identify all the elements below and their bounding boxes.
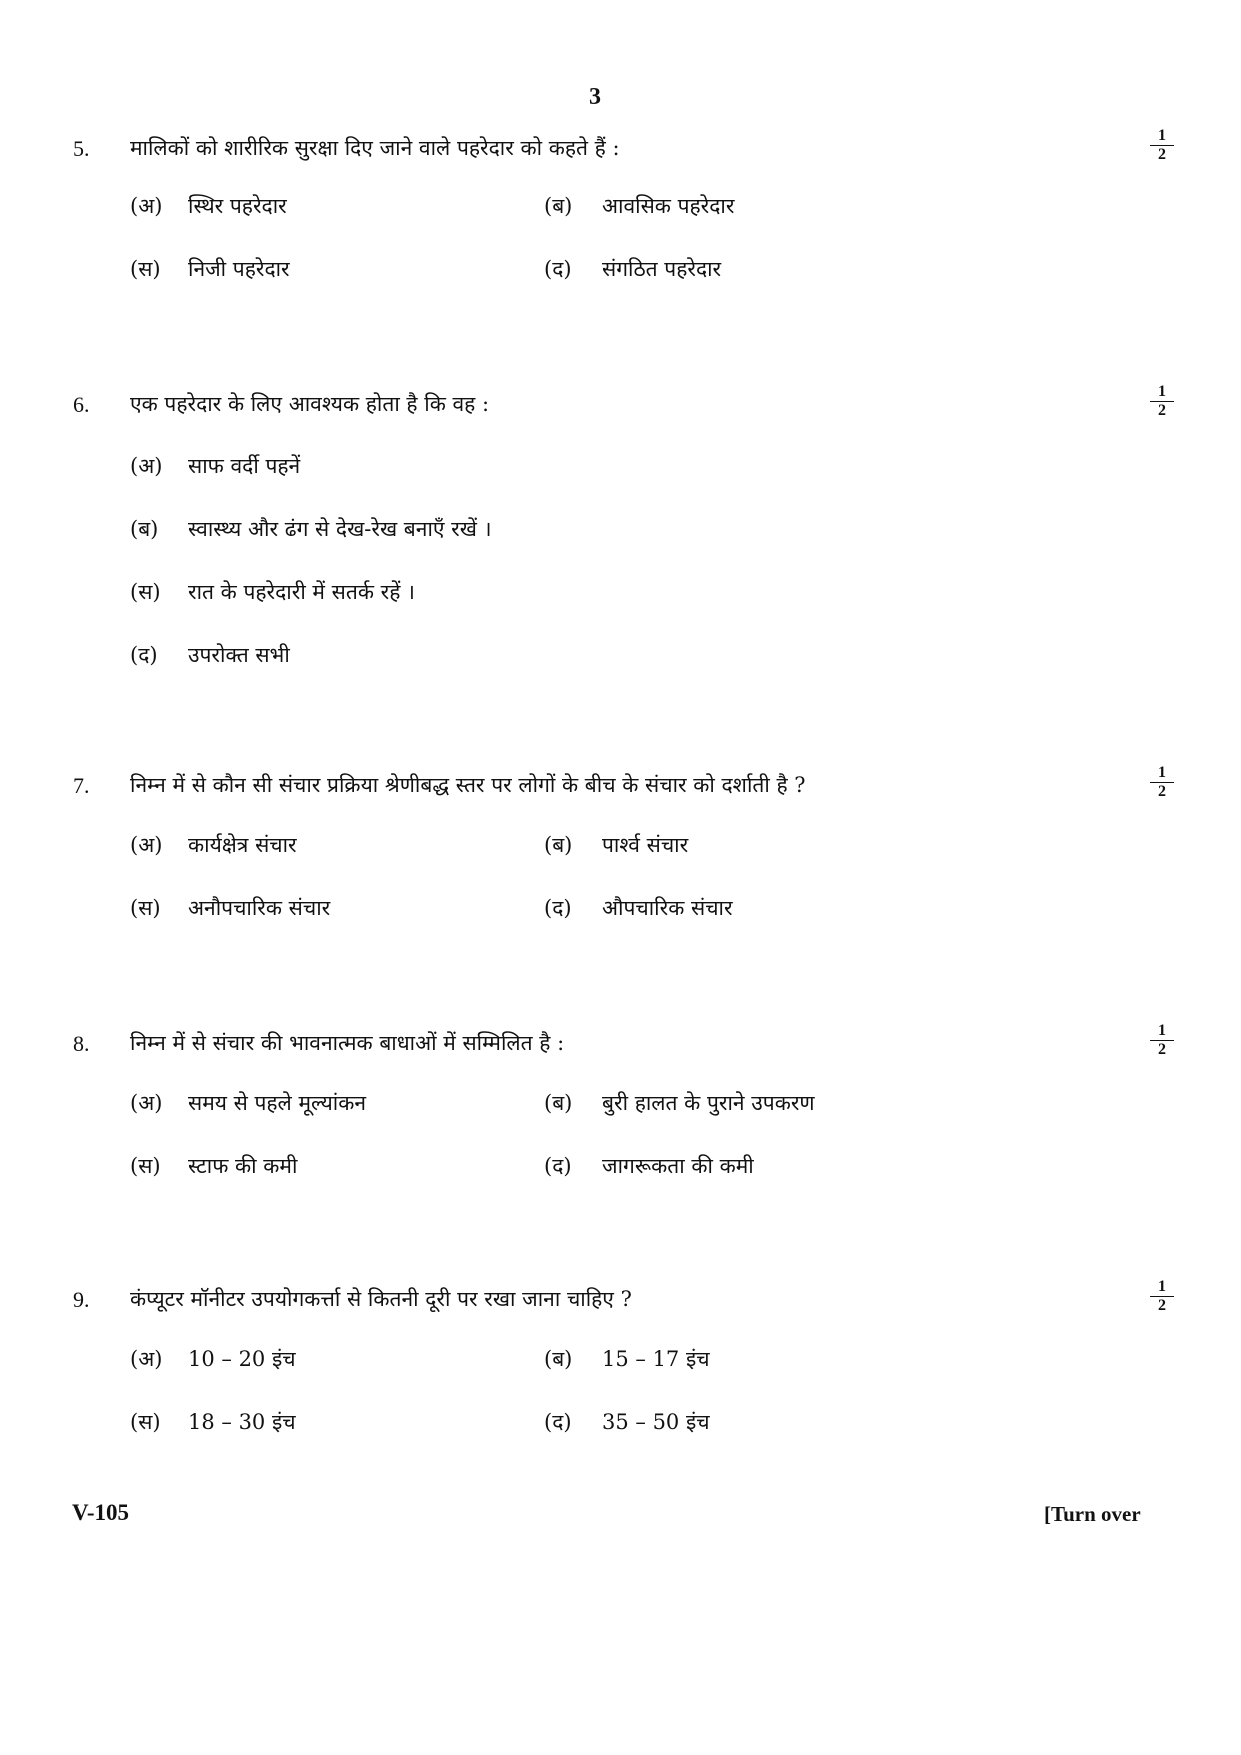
option-marker: (द) (544, 896, 572, 920)
option-marker: (स) (130, 1154, 161, 1178)
option-marker: (अ) (130, 833, 163, 857)
option-text: आवसिक पहरेदार (602, 194, 735, 218)
option-text: स्थिर पहरेदार (188, 194, 287, 218)
question-header (0, 764, 1241, 805)
marks-fraction (1150, 128, 1174, 163)
option-marker: (अ) (130, 454, 163, 478)
option-marker: (ब) (544, 1347, 573, 1371)
question-header (0, 383, 1241, 424)
marks-fraction (1150, 1279, 1174, 1314)
marks-denominator: 2 (1158, 1041, 1166, 1058)
marks-denominator: 2 (1158, 402, 1166, 419)
question-text: कंप्यूटर मॉनीटर उपयोगकर्त्ता से कितनी दूरी पर रखा जाना चाहिए ? (130, 1287, 632, 1311)
marks-fraction (1150, 384, 1174, 419)
option-text: उपरोक्त सभी (188, 643, 290, 667)
option-marker: (ब) (544, 1091, 573, 1115)
option-text: निजी पहरेदार (188, 257, 290, 281)
marks-fraction (1150, 1023, 1174, 1058)
option-marker: (द) (544, 1154, 572, 1178)
option-marker: (अ) (130, 1347, 163, 1371)
marks-numerator: 1 (1150, 765, 1174, 783)
option-text: 35 – 50 इंच (602, 1410, 710, 1434)
option-marker: (स) (130, 257, 161, 281)
marks-denominator: 2 (1158, 146, 1166, 163)
option-text: 18 – 30 इंच (188, 1410, 296, 1434)
option-text: स्टाफ की कमी (188, 1154, 298, 1178)
question-text: निम्न में से कौन सी संचार प्रक्रिया श्रेणीबद्ध स्तर पर लोगों के बीच के संचार को दर्शाती है ? (130, 773, 806, 797)
option-text: कार्यक्षेत्र संचार (188, 833, 297, 857)
question-number: 9. (73, 1287, 90, 1312)
question-header (0, 1278, 1241, 1319)
question-text: एक पहरेदार के लिए आवश्यक होता है कि वह : (130, 392, 490, 416)
marks-numerator: 1 (1150, 128, 1174, 146)
question-number: 6. (73, 392, 90, 417)
marks-numerator: 1 (1150, 1279, 1174, 1297)
option-marker: (अ) (130, 194, 163, 218)
option-text: 15 – 17 इंच (602, 1347, 710, 1371)
option-marker: (द) (544, 1410, 572, 1434)
marks-denominator: 2 (1158, 783, 1166, 800)
turn-over-note: [Turn over (1044, 1502, 1141, 1526)
marks-denominator: 2 (1158, 1297, 1166, 1314)
option-marker: (स) (130, 1410, 161, 1434)
question-text: मालिकों को शारीरिक सुरक्षा दिए जाने वाले पहरेदार को कहते हैं : (130, 136, 620, 160)
option-text: 10 – 20 इंच (188, 1347, 296, 1371)
option-text: पार्श्व संचार (602, 833, 689, 857)
option-text: जागरूकता की कमी (602, 1154, 754, 1178)
option-text: बुरी हालत के पुराने उपकरण (602, 1091, 815, 1115)
marks-fraction (1150, 765, 1174, 800)
option-marker: (ब) (544, 833, 573, 857)
option-text: साफ वर्दी पहनें (188, 454, 301, 478)
option-text: संगठित पहरेदार (602, 257, 722, 281)
option-marker: (द) (130, 643, 158, 667)
option-marker: (स) (130, 580, 161, 604)
question-text: निम्न में से संचार की भावनात्मक बाधाओं में सम्मिलित है : (130, 1031, 565, 1055)
question-header (0, 127, 1241, 168)
question-number: 5. (73, 136, 90, 161)
question-header (0, 1022, 1241, 1063)
page-number: 3 (589, 84, 601, 110)
option-text: समय से पहले मूल्यांकन (188, 1091, 367, 1115)
option-text: अनौपचारिक संचार (188, 896, 331, 920)
option-marker: (अ) (130, 1091, 163, 1115)
paper-code: V-105 (72, 1500, 130, 1525)
option-text: स्वास्थ्य और ढंग से देख-रेख बनाएँ रखें । (188, 517, 492, 541)
option-marker: (द) (544, 257, 572, 281)
question-number: 8. (73, 1031, 90, 1056)
option-text: रात के पहरेदारी में सतर्क रहें । (188, 580, 416, 604)
option-text: औपचारिक संचार (602, 896, 733, 920)
marks-numerator: 1 (1150, 1023, 1174, 1041)
question-number: 7. (73, 773, 90, 798)
option-marker: (ब) (544, 194, 573, 218)
option-marker: (स) (130, 896, 161, 920)
option-marker: (ब) (130, 517, 159, 541)
marks-numerator: 1 (1150, 384, 1174, 402)
